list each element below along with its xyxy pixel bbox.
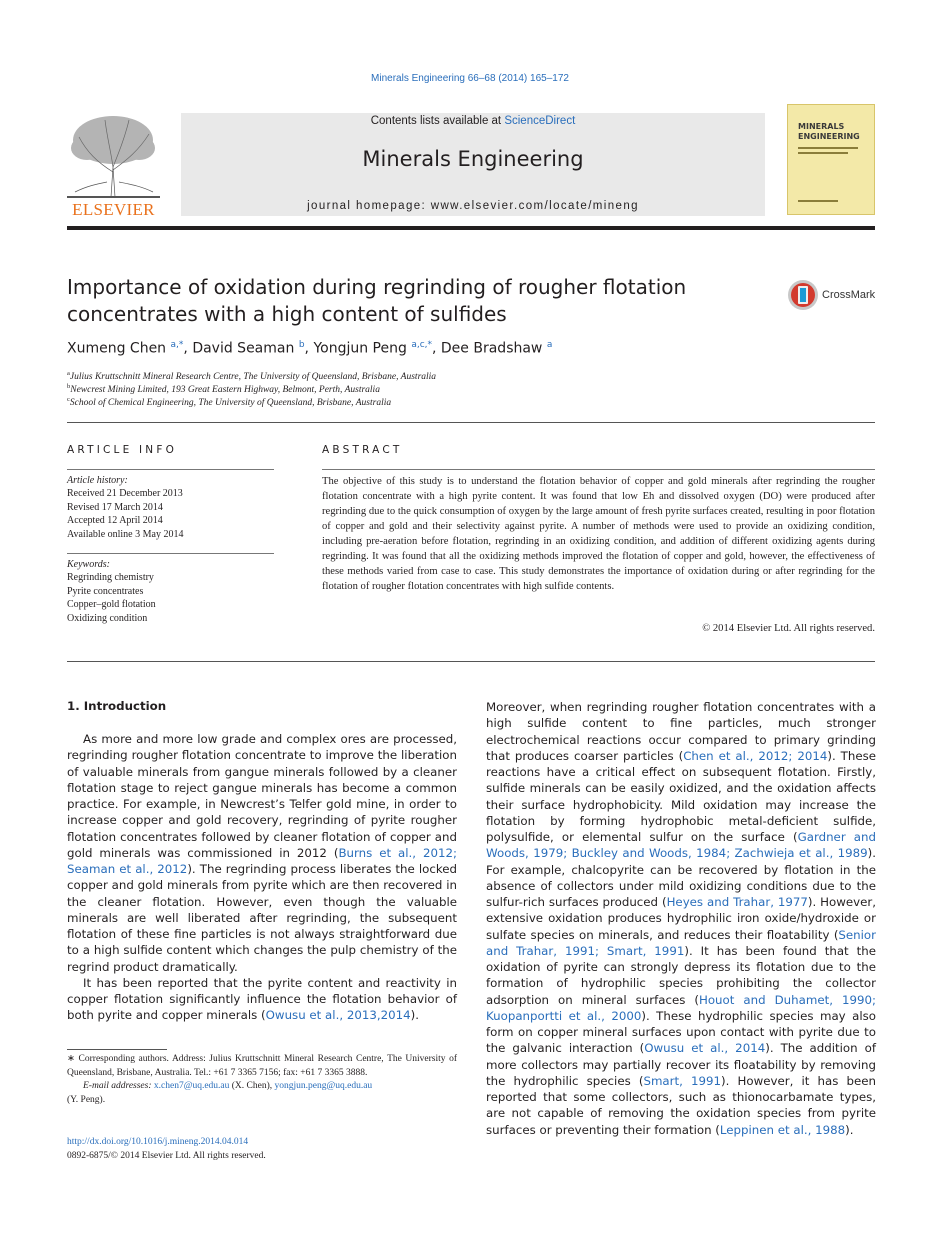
article-info-heading: ARTICLE INFO	[67, 444, 178, 456]
email-addresses: E-mail addresses: x.chen7@uq.edu.au (X. Chen), yongjun.peng@uq.edu.au (Y. Peng).	[67, 1081, 373, 1105]
issn-line: 0892-6875/© 2014 Elsevier Ltd. All rights reserved.	[67, 1150, 266, 1161]
author: Xumeng Chen	[67, 340, 167, 357]
author-affiliation-mark[interactable]: a,*	[170, 340, 184, 350]
keyword: Copper–gold flotation	[67, 599, 156, 611]
keyword: Oxidizing condition	[67, 612, 148, 624]
citation-link[interactable]: Heyes and Trahar, 1977	[666, 895, 808, 909]
author-affiliation-mark[interactable]: a,c,*	[411, 340, 432, 350]
journal-reference[interactable]	[0, 73, 925, 84]
paragraph: As more and more low grade and complex ores are processed, regrinding rougher flotation concentrate to improve the liberation of valuable minerals from gangue minerals followed by a cleaner flotation stage to reject gangue minerals has become a common practice. For example, in Newcrest’s Telfer gold mine, in order to increase copper and gold recovery, regrinding of pyrite rougher flotation concentrates followed by cleaner flotation of copper and gold minerals was commissioned in 2012 (Burns et al., 2012; Seaman et al., 2012). The regrinding process liberates the locked copper and gold minerals from pyrite which are then recovered in the cleaner flotation. However, even though the valuable minerals are well liberated after regrinding, the subsequent flotation of these fine particles is not always straightforward due to a high sulfide content which changes the pulp chemistry of the regrind product dramatically.	[67, 732, 457, 974]
corresponding-author-note: ∗ Corresponding authors. Address: Julius Kruttschnitt Mineral Research Centre, The University of Queensland, Brisbane, Australia. Tel.: +61 7 3365 7156; fax: +61 7 3365 3888.	[67, 1054, 457, 1078]
keyword: Regrinding chemistry	[67, 572, 154, 584]
affiliation: $^b$Newcrest Mining Limited, 193 Great Eastern Highway, Belmont, Perth, Australia	[67, 383, 380, 396]
citation-link[interactable]: Burns et al., 2012; Seaman et al., 2012	[67, 845, 457, 876]
abstract-copyright: © 2014 Elsevier Ltd. All rights reserved.	[702, 623, 875, 634]
divider	[67, 661, 875, 662]
cover-title: MINERALS ENGINEERING	[798, 122, 860, 141]
citation-link[interactable]: Gardner and Woods, 1979; Buckley and Woods, 1984; Zachwieja et al., 1989	[486, 830, 876, 861]
keyword: Pyrite concentrates	[67, 585, 144, 597]
footnote	[67, 1053, 457, 1107]
author-affiliation-mark[interactable]: b	[298, 340, 305, 350]
affiliation: $^a$Julius Kruttschnitt Mineral Research Centre, The University of Queensland, Brisbane, Australia	[67, 370, 437, 383]
divider	[67, 553, 274, 554]
article-history: Article history: Received 21 December 2013 Revised 17 March 2014 Accepted 12 April 2014 Available online 3 May 2014	[67, 475, 184, 540]
left-column	[67, 731, 457, 1024]
crossmark-icon	[787, 279, 819, 311]
header-rule	[67, 226, 875, 230]
paragraph: Moreover, when regrinding rougher flotation concentrates with a high sulfide content to fine particles, much stronger electrochemical reactions occur compared to primary grinding that produces coarser particles (Chen et al., 2012; 2014). These reactions have a critical effect on subsequent flotation. Firstly, sulfide minerals can be easily oxidized, and the oxidation affects their surface hydrophobicity. Mild oxidation may increase the flotation by forming hydrophobic metal-deficient sulfide, polysulfide, or elemental sulfur on the surface (Gardner and Woods, 1979; Buckley and Woods, 1984; Zachwieja et al., 1989). For example, chalcopyrite can be recovered by flotation in the absence of collectors under mild oxidizing conditions due to the sulfur-rich surfaces produced (Heyes and Trahar, 1977). However, extensive oxidation produces hydrophilic iron oxide/hydroxide or sulfate species on minerals, and reduces their floatability (Senior and Trahar, 1991; Smart, 1991). It has been found that the oxidation of pyrite can strongly depress its flotation due to the formation of hydrophilic species prohibiting the collector adsorption on mineral surfaces (Houot and Duhamet, 1990; Kuopanportti et al., 2000). These hydrophilic species may also form on copper mineral surfaces upon contact with pyrite due to the galvanic interaction (Owusu et al., 2014). The addition of more collectors may partially recover its floatability by removing the hydrophilic species (Smart, 1991). However, it has been reported that some collectors, such as thionocarbamate types, are not capable of removing the oxidation species from pyrite surfaces or preventing their formation (Leppinen et al., 1988).	[486, 700, 876, 1137]
sciencedirect-link[interactable]: ScienceDirect	[504, 115, 576, 127]
journal-reference-link[interactable]: Minerals Engineering 66–68 (2014) 165–172	[371, 73, 569, 84]
elsevier-wordmark: ELSEVIER	[72, 200, 155, 219]
author: David Seaman	[192, 340, 295, 357]
divider	[67, 422, 875, 423]
abstract-heading: ABSTRACT	[322, 444, 403, 456]
journal-cover-image[interactable]	[787, 104, 875, 215]
keywords: Keywords: Regrinding chemistry Pyrite concentrates Copper–gold flotation Oxidizing condition	[67, 558, 274, 625]
journal-title: Minerals Engineering	[362, 147, 584, 171]
citation-link[interactable]: Senior and Trahar, 1991; Smart, 1991	[486, 927, 876, 958]
tree-icon	[67, 112, 160, 200]
doi-link[interactable]: http://dx.doi.org/10.1016/j.mineng.2014.04.014	[67, 1137, 249, 1147]
citation-link[interactable]: Owusu et al., 2014	[644, 1041, 766, 1056]
journal-banner	[181, 113, 765, 216]
citation-link[interactable]: Owusu et al., 2013,2014	[265, 1008, 411, 1023]
journal-homepage: journal homepage: www.elsevier.com/locate/mineng	[307, 200, 639, 212]
citation-link[interactable]: Smart, 1991	[643, 1073, 722, 1088]
crossmark-label: CrossMark	[822, 289, 876, 301]
citation-link[interactable]: Houot and Duhamet, 1990; Kuopanportti et al., 2000	[486, 992, 876, 1023]
author-list: Xumeng Chen $^{a,*}$, David Seaman $^b$, Yongjun Peng $^{a,c,*}$, Dee Bradshaw $^a$	[67, 340, 553, 357]
abstract-text: The objective of this study is to understand the flotation behavior of copper and gold minerals after regrinding the rougher flotation concentrate with a high pyrite content. It was found that low Eh and dissolved oxygen (DO) were produced after regrinding due to the quick consumption of oxygen by the large amount of fresh pyrite surfaces created, resulting in poor flotation of copper and gold and their selectivity against pyrite. A number of methods were used to provide an oxidizing condition, including pre-aeration before flotation, regrinding in an oxidizing condition, and addition of different oxidizing agents during regrinding. It was found that all the oxidizing methods improved the flotation of copper and gold, however, the effectiveness of these methods varied from case to case. This study demonstrates the importance of oxidation during or after regrinding for the flotation of rougher flotation concentrates with high sulfide contents.	[322, 476, 875, 592]
paragraph: It has been reported that the pyrite content and reactivity in copper flotation significantly influence the flotation behavior of both pyrite and copper minerals (Owusu et al., 2013,2014).	[67, 975, 457, 1023]
affiliation: $^c$School of Chemical Engineering, The University of Queensland, Brisbane, Australia	[67, 396, 392, 409]
homepage-url[interactable]: www.elsevier.com/locate/mineng	[430, 200, 639, 212]
email-link[interactable]: x.chen7@uq.edu.au	[153, 1081, 230, 1091]
crossmark-badge[interactable]	[787, 279, 877, 311]
author: Dee Bradshaw	[440, 340, 543, 357]
doi-block	[67, 1136, 266, 1163]
divider	[322, 469, 875, 470]
citation-link[interactable]: Leppinen et al., 1988	[719, 1122, 846, 1137]
author: Yongjun Peng	[313, 340, 407, 357]
author-affiliation-mark[interactable]: a	[546, 340, 553, 350]
email-link[interactable]: yongjun.peng@uq.edu.au	[274, 1081, 373, 1091]
elsevier-logo	[67, 112, 160, 217]
citation-link[interactable]: Chen et al., 2012; 2014	[683, 748, 828, 763]
footnote-rule	[67, 1049, 167, 1050]
article-title: Importance of oxidation during regrinding of rougher flotation concentrates with a high content of sulfides	[67, 275, 687, 326]
contents-line: Contents lists available at ScienceDirect	[370, 115, 576, 127]
right-column	[486, 699, 876, 1138]
divider	[67, 469, 274, 470]
section-heading: 1. Introduction	[67, 699, 167, 713]
